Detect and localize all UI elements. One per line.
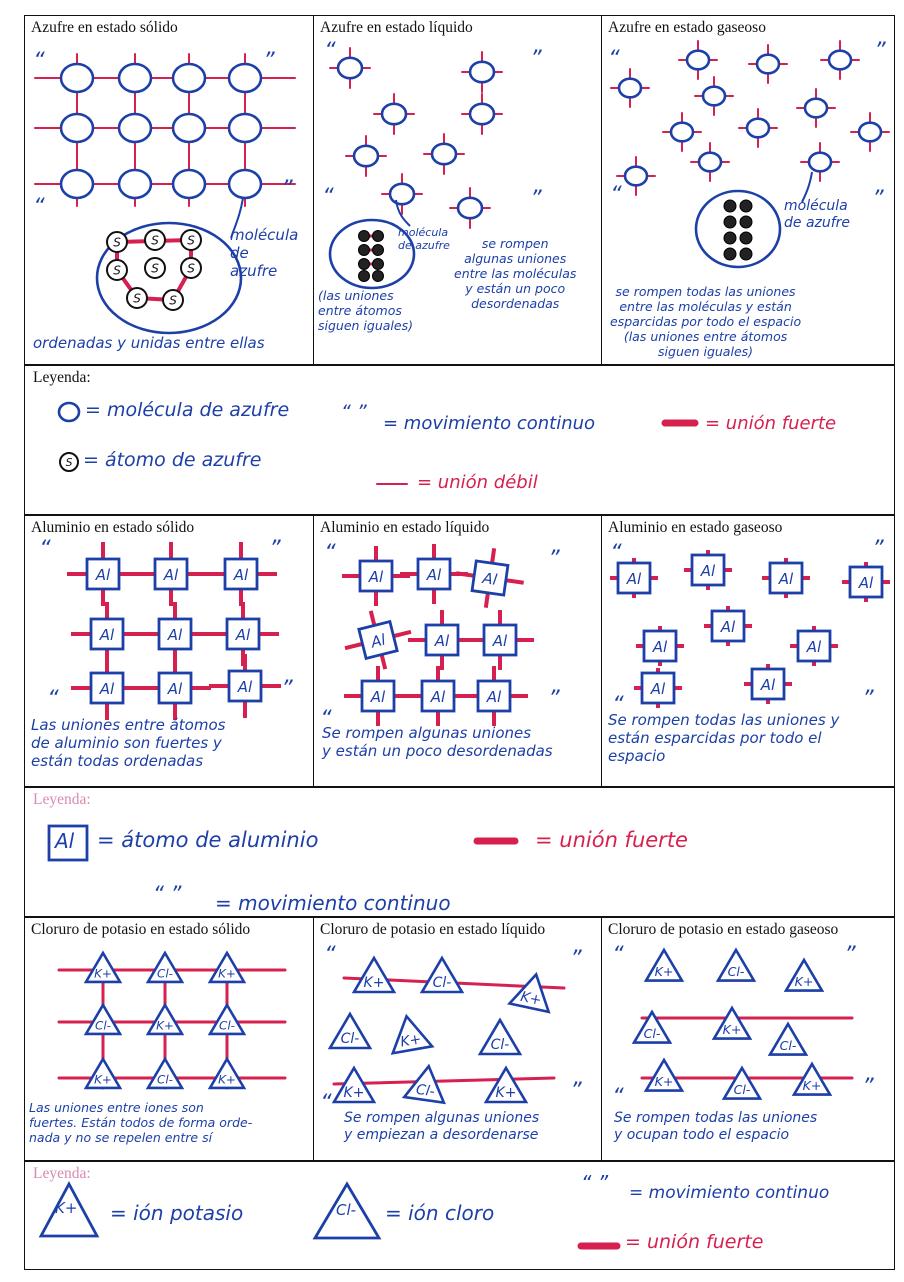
motion-mark: ” (872, 187, 884, 212)
chloride-ion (724, 1068, 760, 1099)
sulfur-atom (740, 232, 752, 244)
potassium-ion (646, 950, 682, 981)
kcl-legend-title: Leyenda: (33, 1165, 91, 1182)
strong-bond (334, 1078, 554, 1084)
sulfur-solid-cell (25, 16, 314, 364)
sulfur-atom-letter: S (133, 291, 141, 306)
ion-label: K+ (722, 1022, 742, 1038)
sulfur-atom-letter: S (65, 456, 73, 470)
sulfur-atom (724, 216, 736, 228)
potassium-ion (714, 1008, 750, 1039)
sulfur-liquid-cell (314, 16, 602, 364)
sulfur-molecule-circle (809, 153, 831, 172)
sulfur-atom (359, 271, 370, 282)
kcl-legend-motion-marks: “ ” (581, 1171, 609, 1195)
aluminum-atom-label: Al (434, 632, 450, 650)
motion-mark: ” (844, 943, 856, 968)
motion-mark: “ (39, 537, 51, 562)
sulfur-liquid-molecule-label: molécula de azufre (398, 226, 450, 253)
aluminum-atom-label: Al (163, 566, 179, 584)
ion-label: K+ (343, 1085, 365, 1101)
sulfur-gas-cell (602, 16, 896, 364)
motion-mark: “ (33, 195, 45, 220)
aluminum-atom (704, 606, 752, 646)
kcl-gas-cell (602, 918, 896, 1160)
motion-mark: “ (324, 541, 336, 566)
sulfur-legend-motion-marks: “ ” (341, 401, 367, 423)
sulfur-gas-note: se rompen todas las uniones entre las moléculas y están esparcidas por todo el espacio (las uniones entre átomos siguen iguales) (610, 284, 802, 359)
sulfur-molecule-circle (625, 167, 647, 186)
worksheet-page (24, 15, 895, 1270)
aluminum-atom-label: Al (167, 626, 183, 644)
sulfur-atom (359, 245, 370, 256)
aluminum-atom (135, 542, 207, 606)
aluminum-legend-motion: = movimiento continuo (215, 891, 451, 915)
aluminum-atom (634, 668, 682, 708)
sulfur-molecule-circle (390, 184, 414, 204)
chloride-ion (422, 958, 462, 992)
motion-mark: “ (612, 1085, 624, 1110)
ion-label: K+ (94, 1072, 112, 1087)
sulfur-solid-title: Azufre en estado sólido (31, 19, 178, 36)
potassium-ion (486, 1068, 526, 1102)
motion-mark: ” (872, 537, 884, 562)
motion-mark: “ (322, 185, 334, 210)
motion-mark: “ (47, 687, 59, 712)
motion-mark: “ (33, 49, 45, 74)
aluminum-atom-label: Al (233, 566, 249, 584)
kcl-legend-strong: = unión fuerte (625, 1231, 764, 1253)
ion-label: Cl- (340, 1031, 360, 1047)
aluminum-atom (466, 610, 534, 670)
ion-label: Cl- (779, 1038, 797, 1054)
sulfur-molecule-circle (338, 58, 362, 78)
potassium-ion (86, 1059, 120, 1088)
ion-label: K+ (399, 1031, 423, 1051)
ion-label: Cl- (414, 1081, 436, 1101)
sulfur-molecule-circle (699, 153, 721, 172)
aluminum-atom (842, 562, 890, 602)
sulfur-molecule-circle (747, 119, 769, 138)
ion-label: K+ (156, 1018, 174, 1033)
sulfur-legend-title: Leyenda: (33, 369, 91, 386)
sulfur-molecule-circle (229, 170, 261, 198)
sulfur-row (24, 15, 895, 365)
sulfur-molecule-circle (671, 123, 693, 142)
ion-label: Cl- (432, 975, 452, 991)
sulfur-molecule-circle (173, 114, 205, 142)
potassium-ion (510, 970, 556, 1012)
aluminum-gas-note: Se rompen todas las uniones y están esparcidas por todo el espacio (608, 711, 840, 765)
ion-label: Cl- (219, 1018, 235, 1033)
aluminum-atom (790, 626, 838, 666)
aluminum-atom-label: Al (99, 680, 115, 698)
aluminum-row (24, 515, 895, 787)
sulfur-atom-letter: S (187, 261, 195, 276)
potassium-ion (210, 953, 244, 982)
aluminum-atom-label: Al (778, 570, 794, 588)
sulfur-molecule-circle (382, 104, 406, 124)
aluminum-legend-motion-marks: “ ” (153, 882, 182, 906)
sulfur-atom (724, 232, 736, 244)
aluminum-atom-label: Al (430, 688, 446, 706)
aluminum-gas-title: Aluminio en estado gaseoso (608, 519, 783, 536)
kcl-legend-cl-symbol: Cl- (336, 1201, 357, 1219)
aluminum-atom (67, 542, 139, 606)
sulfur-molecule-label: molécula de azufre (230, 226, 299, 280)
motion-mark: “ (324, 39, 336, 64)
ion-label: K+ (794, 974, 814, 990)
motion-mark: ” (570, 947, 582, 972)
sulfur-atom (373, 245, 384, 256)
sulfur-molecule-circle (470, 62, 494, 82)
aluminum-atom (209, 654, 281, 718)
sulfur-molecule-circle (458, 198, 482, 218)
kcl-solid-title: Cloruro de potasio en estado sólido (31, 921, 251, 938)
sulfur-molecule-circle (432, 144, 456, 164)
sulfur-gas-molecule-label: molécula de azufre (784, 198, 851, 231)
aluminum-atom-label: Al (720, 618, 736, 636)
sulfur-molecule-circle (703, 87, 725, 106)
ion-label: Cl- (733, 1082, 751, 1098)
ion-label: K+ (654, 964, 674, 980)
sulfur-molecule-circle (119, 170, 151, 198)
sulfur-molecule-circle (757, 55, 779, 74)
ion-label: K+ (94, 966, 112, 981)
sulfur-molecule-circle (173, 64, 205, 92)
aluminum-atom-label: Al (369, 630, 388, 652)
aluminum-atom (205, 542, 277, 606)
kcl-liquid-cell (314, 918, 602, 1160)
motion-mark: ” (269, 537, 281, 562)
motion-mark: ” (874, 39, 886, 64)
sulfur-solid-diagram (25, 16, 313, 364)
sulfur-legend-atom: = átomo de azufre (83, 449, 262, 471)
aluminum-atom-label: Al (700, 562, 716, 580)
sulfur-atom (740, 200, 752, 212)
aluminum-legend-strong: = unión fuerte (535, 828, 688, 852)
aluminum-solid-note: Las uniones entre átomos de aluminio son fuertes y están todas ordenadas (31, 716, 226, 770)
chloride-ion (148, 1059, 182, 1088)
motion-mark: “ (608, 47, 620, 72)
sulfur-atom-letter: S (113, 235, 121, 250)
chloride-ion (718, 950, 754, 981)
aluminum-atom (71, 656, 143, 720)
aluminum-atom-label: Al (652, 638, 668, 656)
aluminum-legend-title: Leyenda: (33, 791, 91, 808)
sulfur-molecule-circle (470, 104, 494, 124)
potassium-ion (354, 958, 394, 992)
aluminum-atom (762, 558, 810, 598)
ion-label: K+ (495, 1085, 517, 1101)
ion-label: Cl- (727, 964, 745, 980)
aluminum-atom (636, 626, 684, 666)
potassium-ion (786, 960, 822, 991)
aluminum-atom-label: Al (858, 574, 874, 592)
sulfur-molecule-circle (619, 79, 641, 98)
kcl-legend-motion: = movimiento continuo (629, 1183, 830, 1203)
motion-mark: “ (320, 707, 332, 732)
sulfur-gas-title: Azufre en estado gaseoso (608, 19, 766, 36)
aluminum-atom-label: Al (486, 688, 502, 706)
sulfur-molecule-circle (229, 64, 261, 92)
motion-mark: ” (281, 677, 293, 702)
ion-label: K+ (802, 1078, 822, 1094)
chloride-ion (330, 1014, 370, 1048)
sulfur-molecule-circle (61, 64, 93, 92)
sulfur-molecule-circle (829, 51, 851, 70)
chloride-ion (480, 1020, 520, 1054)
sulfur-atom (359, 259, 370, 270)
sulfur-legend-motion: = movimiento continuo (383, 413, 596, 434)
chloride-ion (770, 1024, 806, 1055)
kcl-row (24, 917, 895, 1161)
aluminum-atom-label: Al (760, 676, 776, 694)
sulfur-solid-note: ordenadas y unidas entre ellas (33, 334, 265, 352)
chloride-ion (210, 1005, 244, 1034)
motion-mark: “ (610, 541, 622, 566)
kcl-liquid-title: Cloruro de potasio en estado líquido (320, 921, 546, 938)
kcl-legend-k-symbol: K+ (55, 1199, 78, 1217)
ion-label: Cl- (643, 1026, 661, 1042)
chloride-ion (86, 1005, 120, 1034)
aluminum-atom-label: Al (481, 569, 499, 589)
aluminum-atom (344, 666, 412, 726)
aluminum-atom-label: Al (426, 566, 442, 584)
sulfur-molecule-circle (173, 170, 205, 198)
sulfur-atom (373, 259, 384, 270)
motion-mark: ” (548, 547, 560, 572)
aluminum-atom (744, 664, 792, 704)
potassium-ion (148, 1005, 182, 1034)
potassium-ion (210, 1059, 244, 1088)
aluminum-legend (24, 787, 895, 917)
sulfur-liquid-note-right: se rompen algunas uniones entre las moléculas y están un poco desordenadas (454, 236, 577, 311)
sulfur-molecule-circle (61, 114, 93, 142)
molecule-zoom-circle (696, 191, 780, 267)
motion-mark: ” (548, 687, 560, 712)
ion-label: K+ (654, 1074, 674, 1090)
aluminum-solid-cell (25, 516, 314, 786)
sulfur-atom-letter: S (151, 233, 159, 248)
ion-label: Cl- (95, 1018, 111, 1033)
aluminum-atom-label: Al (650, 680, 666, 698)
sulfur-atom (373, 231, 384, 242)
ion-label: K+ (218, 966, 236, 981)
sulfur-molecule-circle (805, 99, 827, 118)
sulfur-molecule-circle (229, 114, 261, 142)
aluminum-atom (342, 546, 410, 606)
motion-mark: “ (612, 693, 624, 718)
aluminum-atom-label: Al (237, 678, 253, 696)
sulfur-atom (740, 248, 752, 260)
ion-label: K+ (218, 1072, 236, 1087)
kcl-solid-note: Las uniones entre iones son fuertes. Están todos de forma orde- nada y no se repelen entre sí (29, 1100, 253, 1145)
ion-label: Cl- (157, 1072, 173, 1087)
sulfur-molecule-circle (687, 51, 709, 70)
aluminum-atom (684, 550, 732, 590)
sulfur-legend-strong: = unión fuerte (705, 413, 837, 434)
motion-mark: ” (530, 47, 542, 72)
chloride-ion (148, 953, 182, 982)
ion-label: K+ (363, 975, 385, 991)
motion-mark: ” (862, 687, 874, 712)
sulfur-molecule-circle (61, 170, 93, 198)
potassium-ion (86, 953, 120, 982)
aluminum-atom-label: Al (235, 626, 251, 644)
sulfur-atom-letter: S (187, 233, 195, 248)
aluminum-atom-label: Al (626, 570, 642, 588)
aluminum-atom-label: Al (370, 688, 386, 706)
aluminum-atom-label: Al (95, 566, 111, 584)
aluminum-atom (460, 666, 528, 726)
ion-label: K+ (519, 988, 543, 1009)
ion-label: Cl- (490, 1037, 510, 1053)
sulfur-atom-letter: S (169, 293, 177, 308)
potassium-ion (646, 1060, 682, 1091)
motion-mark: ” (281, 177, 293, 202)
kcl-legend-cl: = ión cloro (385, 1201, 495, 1225)
aluminum-liquid-cell (314, 516, 602, 786)
aluminum-atom (452, 544, 528, 613)
motion-mark: ” (530, 187, 542, 212)
sulfur-liquid-note-left: (las uniones entre átomos siguen iguales) (318, 288, 413, 333)
kcl-gas-note: Se rompen todas las uniones y ocupan todo el espacio (614, 1110, 818, 1143)
aluminum-liquid-note: Se rompen algunas uniones y están un poco desordenadas (322, 724, 553, 760)
aluminum-atom-label: Al (99, 626, 115, 644)
sulfur-legend-molecule: = molécula de azufre (85, 399, 290, 421)
potassium-ion (387, 1013, 432, 1053)
sulfur-legend (24, 365, 895, 515)
ion-label: Cl- (157, 966, 173, 981)
sulfur-atom-letter: S (113, 263, 121, 278)
sulfur-atom (724, 248, 736, 260)
motion-mark: “ (612, 943, 624, 968)
sulfur-atom (359, 231, 370, 242)
sulfur-molecule-circle (119, 114, 151, 142)
sulfur-molecule-circle (119, 64, 151, 92)
motion-mark: “ (320, 1091, 332, 1116)
motion-mark: “ (324, 943, 336, 968)
sulfur-legend-weak: = unión débil (417, 472, 538, 493)
legend-molecule-symbol (59, 403, 79, 421)
kcl-gas-title: Cloruro de potasio en estado gaseoso (608, 921, 839, 938)
kcl-solid-cell (25, 918, 314, 1160)
aluminum-atom-label: Al (368, 568, 384, 586)
sulfur-molecule-circle (354, 146, 378, 166)
aluminum-atom (139, 656, 211, 720)
motion-mark: ” (570, 1079, 582, 1104)
aluminum-gas-cell (602, 516, 896, 786)
aluminum-atom-label: Al (167, 680, 183, 698)
aluminum-legend-atom: = átomo de aluminio (97, 828, 319, 852)
sulfur-atom-letter: S (151, 261, 159, 276)
motion-mark: ” (263, 49, 275, 74)
sulfur-atom (373, 271, 384, 282)
motion-mark: ” (862, 1075, 874, 1100)
aluminum-atom (408, 610, 476, 670)
sulfur-liquid-title: Azufre en estado líquido (320, 19, 473, 36)
kcl-liquid-note: Se rompen algunas uniones y empiezan a desordenarse (344, 1110, 540, 1143)
aluminum-atom-label: Al (806, 638, 822, 656)
motion-mark: “ (610, 183, 622, 208)
sulfur-atom (740, 216, 752, 228)
kcl-legend (24, 1161, 895, 1270)
sulfur-atom (724, 200, 736, 212)
aluminum-legend-atom-symbol: Al (55, 829, 75, 853)
aluminum-liquid-title: Aluminio en estado líquido (320, 519, 490, 536)
sulfur-molecule-circle (859, 123, 881, 142)
aluminum-atom-label: Al (492, 632, 508, 650)
aluminum-solid-title: Aluminio en estado sólido (31, 519, 195, 536)
kcl-legend-k: = ión potasio (110, 1201, 244, 1225)
